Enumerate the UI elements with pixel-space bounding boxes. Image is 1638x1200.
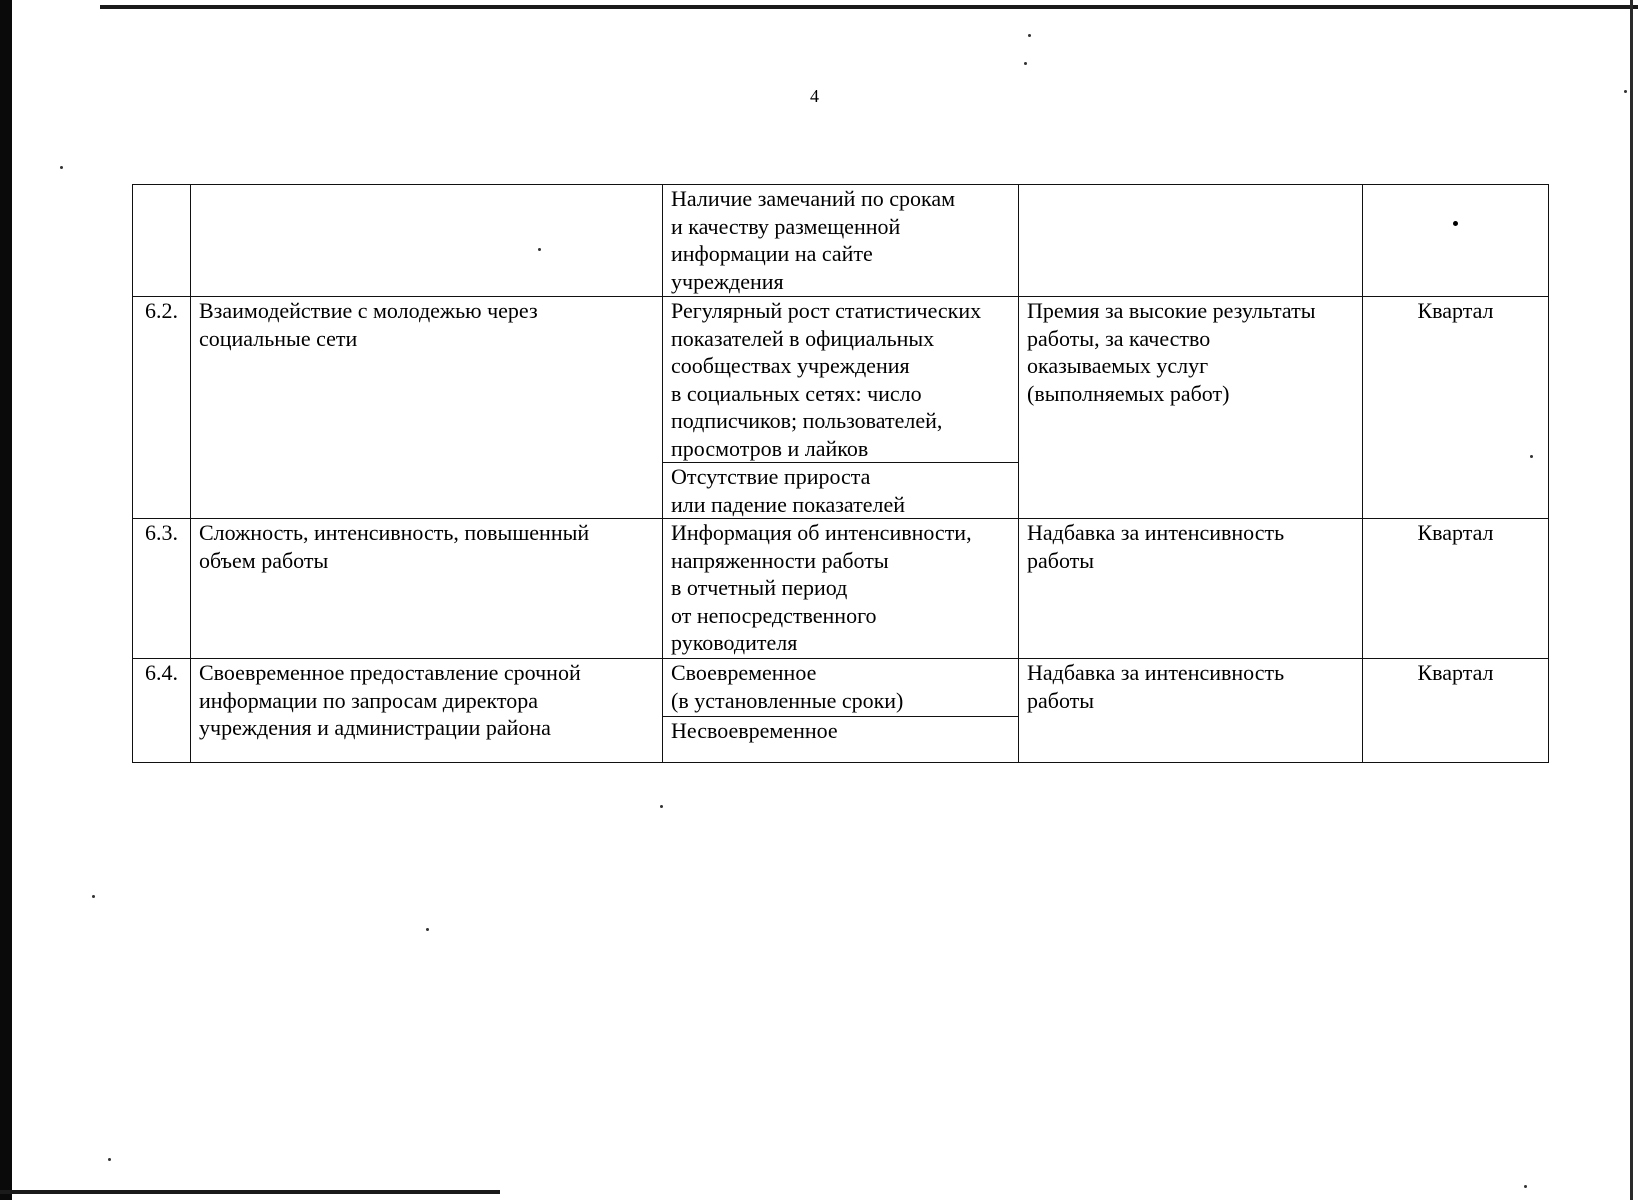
scan-speck bbox=[60, 166, 63, 169]
row-number: 6.2. bbox=[133, 297, 191, 519]
scan-speck bbox=[92, 895, 95, 898]
period-cell bbox=[1363, 185, 1549, 297]
indicator-cell: Сложность, интенсивность, повышенный объем работы bbox=[191, 519, 663, 659]
criteria-cell: Отсутствие прироста или падение показателей bbox=[663, 463, 1019, 519]
scan-top-border bbox=[100, 5, 1638, 9]
period-cell: Квартал bbox=[1363, 297, 1549, 519]
indicator-cell bbox=[191, 185, 663, 297]
criteria-cell: Наличие замечаний по срокам и качеству размещенной информации на сайте учреждения bbox=[663, 185, 1019, 297]
scan-speck bbox=[426, 928, 429, 931]
scan-speck bbox=[660, 805, 663, 808]
criteria-cell: Своевременное (в установленные сроки) bbox=[663, 659, 1019, 717]
scan-speck bbox=[1024, 62, 1027, 65]
scan-right-border bbox=[1630, 0, 1633, 1200]
scan-speck bbox=[1624, 90, 1627, 93]
payment-cell: Премия за высокие результаты работы, за качество оказываемых услуг (выполняемых работ) bbox=[1019, 297, 1363, 519]
row-number: 6.3. bbox=[133, 519, 191, 659]
table-row bbox=[133, 659, 1549, 717]
criteria-cell: Регулярный рост статистических показателей в официальных сообществах учреждения в социальных сетях: число подписчиков; пользователей, просмотров и лайков bbox=[663, 297, 1019, 463]
table-row bbox=[133, 519, 1549, 659]
scan-mark bbox=[1453, 221, 1458, 226]
scan-speck bbox=[1524, 1185, 1527, 1188]
criteria-cell: Несвоевременное bbox=[663, 717, 1019, 763]
payment-cell: Надбавка за интенсивность работы bbox=[1019, 659, 1363, 763]
scan-left-border bbox=[0, 0, 12, 1200]
payment-cell: Надбавка за интенсивность работы bbox=[1019, 519, 1363, 659]
row-number: 6.4. bbox=[133, 659, 191, 763]
indicator-cell: Взаимодействие с молодежью через социальные сети bbox=[191, 297, 663, 519]
row-number bbox=[133, 185, 191, 297]
payment-cell bbox=[1019, 185, 1363, 297]
page-number: 4 bbox=[810, 86, 819, 106]
table-row bbox=[133, 297, 1549, 463]
scan-speck bbox=[108, 1158, 111, 1161]
indicator-cell: Своевременное предоставление срочной информации по запросам директора учреждения и администрации района bbox=[191, 659, 663, 763]
scan-bottom-border bbox=[0, 1190, 500, 1194]
period-cell: Квартал bbox=[1363, 519, 1549, 659]
table-row bbox=[133, 185, 1549, 297]
kpi-table bbox=[132, 184, 1549, 763]
period-cell: Квартал bbox=[1363, 659, 1549, 763]
scan-speck bbox=[1028, 34, 1031, 37]
criteria-cell: Информация об интенсивности, напряженности работы в отчетный период от непосредственного руководителя bbox=[663, 519, 1019, 659]
